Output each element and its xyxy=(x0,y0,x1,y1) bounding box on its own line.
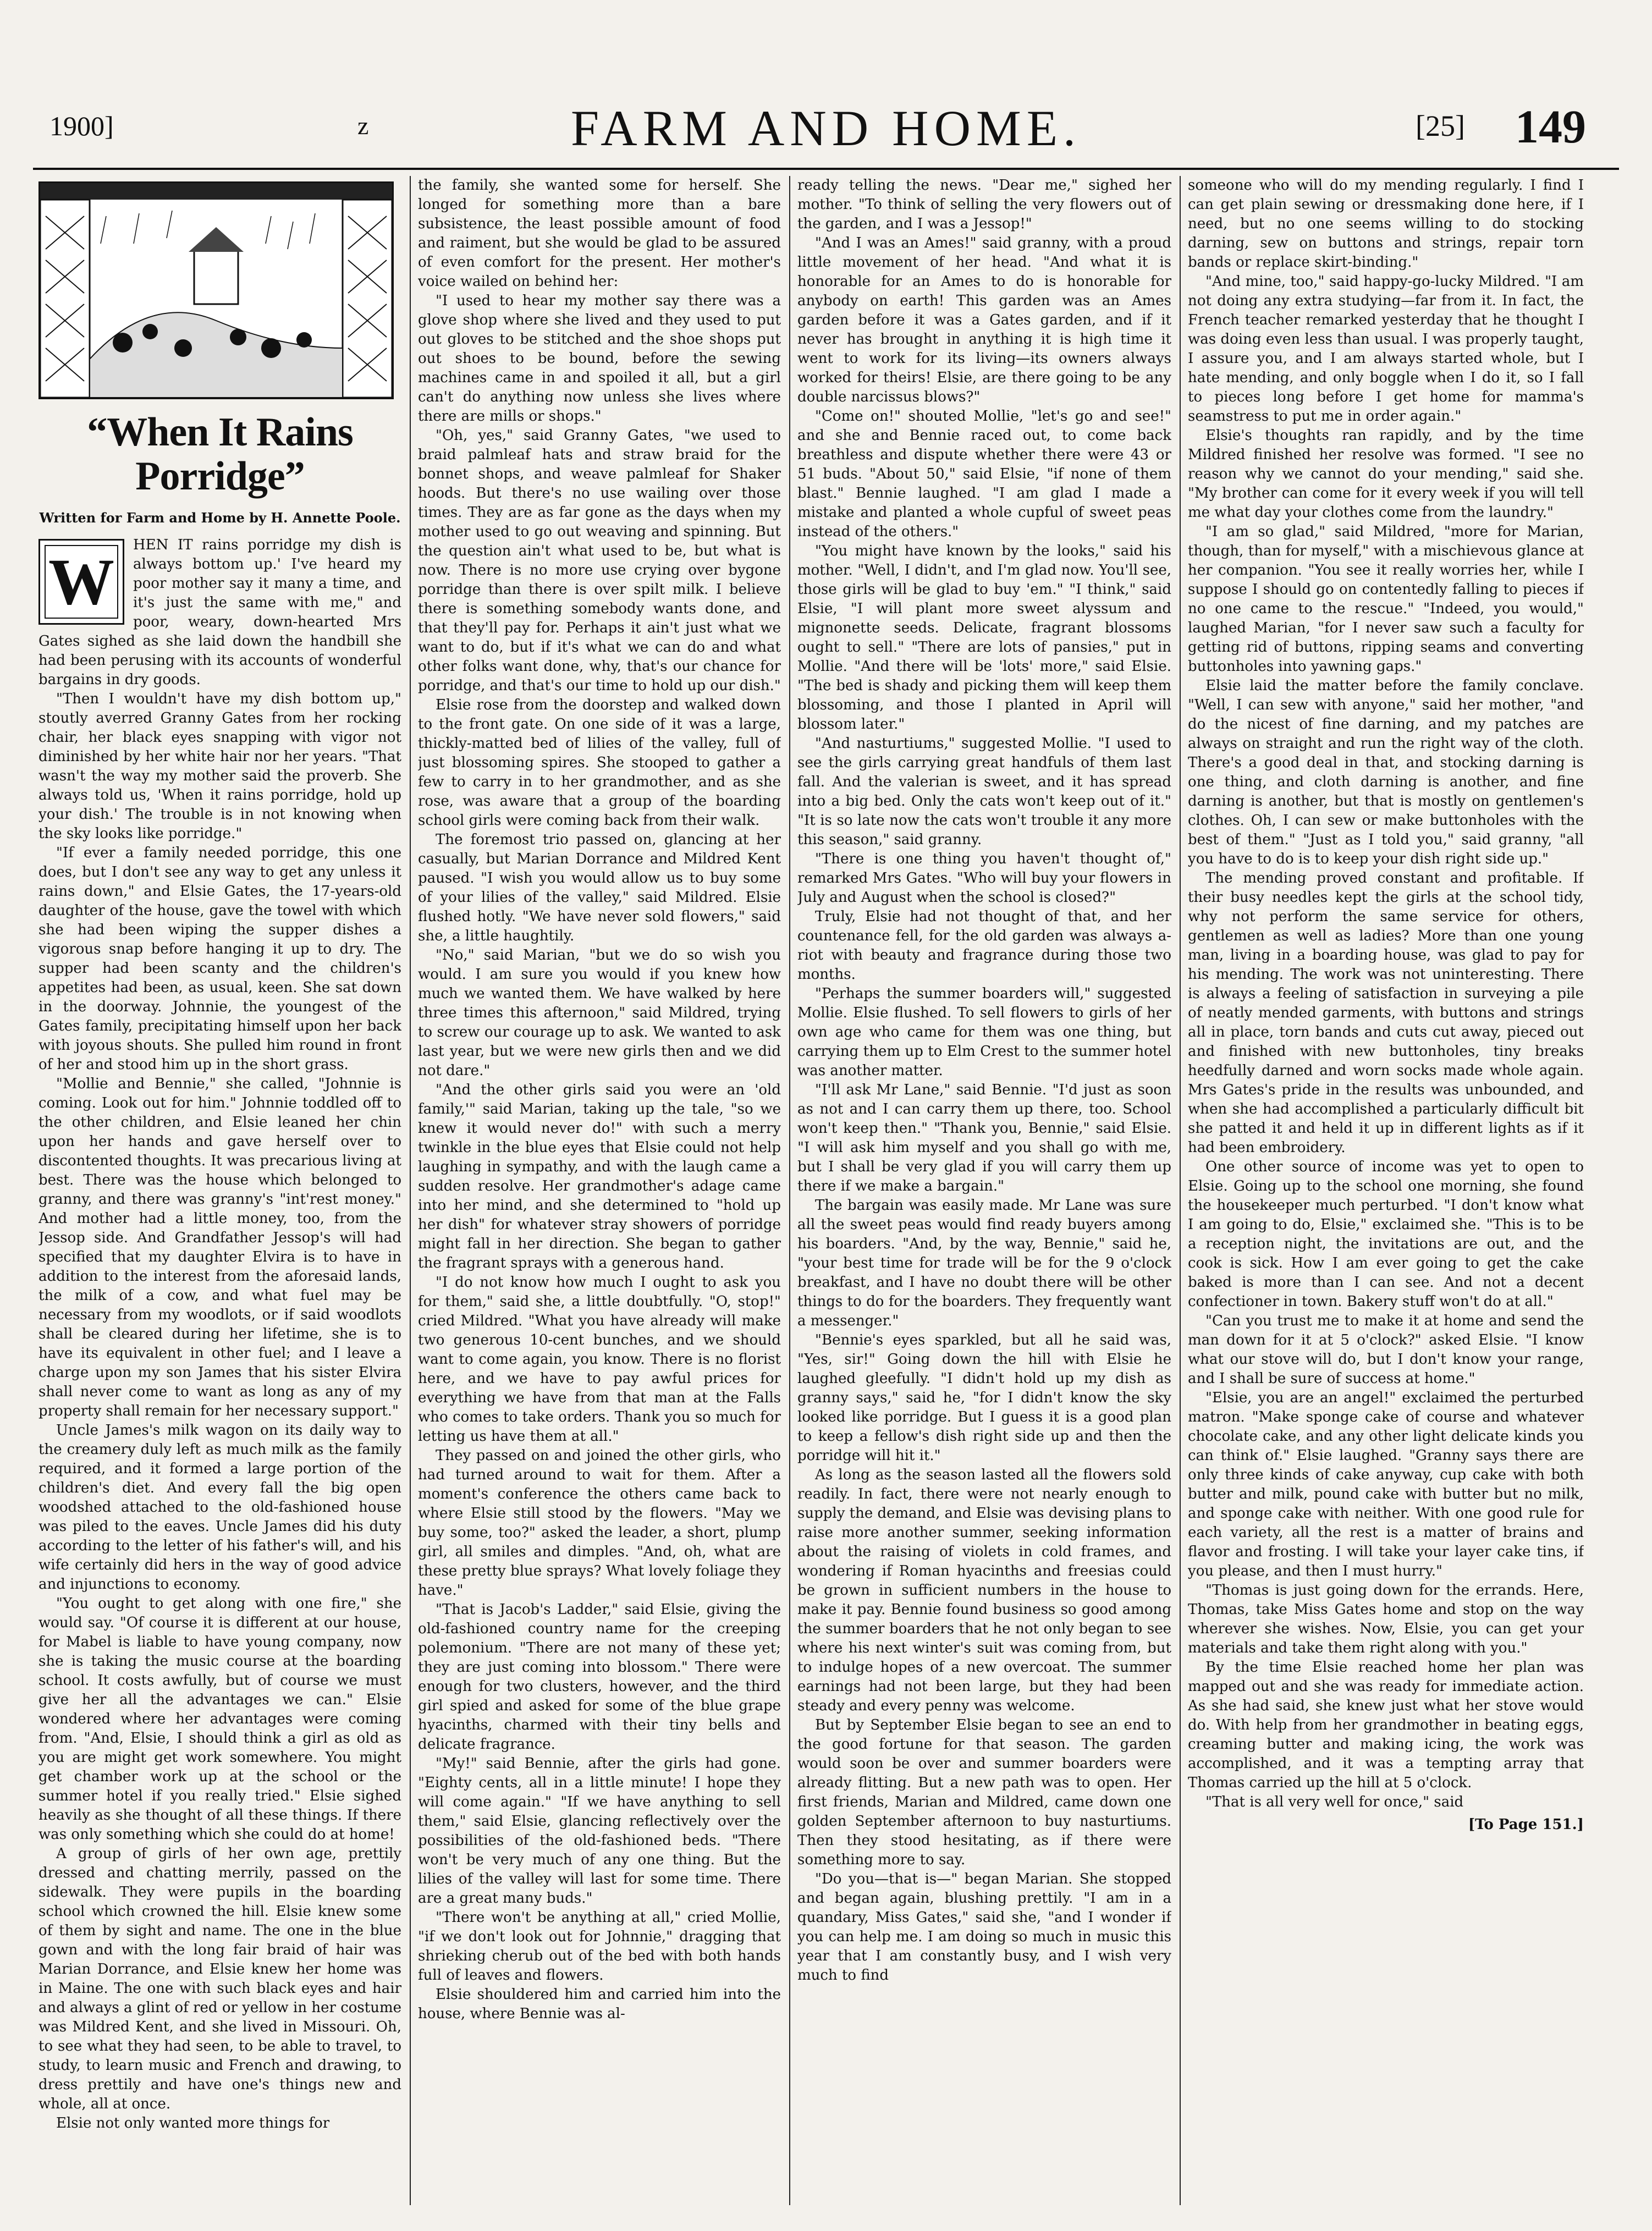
column-rule xyxy=(789,176,790,2205)
paragraph: Elsie shouldered him and carried him into the house, where Bennie was al- xyxy=(418,1986,781,2022)
column-rule xyxy=(410,176,411,2205)
paragraph: "No," said Marian, "but we do so wish you would. I am sure you would if you knew how much we wanted them. We have walked by here three times this afternoon," said Mildred, trying to screw our courage up to ask. We wanted to ask last year, but we were new girls then and we did not dare." xyxy=(418,947,781,1079)
drop-cap-frame xyxy=(45,545,118,619)
paragraph: One other source of income was yet to open to Elsie. Going up to the school one morning, she found the housekeeper much perturbed. "I don't know what I am going to do, Elsie," exclaimed she. "This is to be a reception night, the invitations are out, and the cook is sick. How I am ever going to get the cake baked is more than I can see. And not a decent confectioner in town. Bakery stuff won't do at all." xyxy=(1188,1159,1584,1310)
paragraph: "I do not know how much I ought to ask you for them," said she, a little doubtfully. "O, stop!" cried Mildred. "What you have already will make two generous 10-cent bunches, and we should want to come again, you know. There is no florist here, and we have to pay awful prices for everything we have from that man at the Falls who comes to take orders. Thank you so much for letting us have them at all." xyxy=(418,1274,781,1445)
paragraph: "Mollie and Bennie," she called, "Johnnie is coming. Look out for him." Johnnie toddled off to the other children, and Elsie leaned her chin upon her hands and gave herself over to discontented thoughts. It was precarious living at best. There was the house which belonged to granny, and there was granny's "int'rest money." And mother had a little money, too, from the Jessop side. And Grandfather Jessop's will had specified that my daughter Elvira is to have in addition to the interest from the aforesaid lands, the milk of a cow, and what fuel may be necessary from my woodlots, or if said woodlots shall be cleared during her lifetime, she is to have its equivalent in other fuel; and I leave a charge upon my son James that his sister Elvira shall never come to want as long as any of my property shall remain for her necessary support." xyxy=(38,1076,401,1419)
header-rule xyxy=(33,168,1619,170)
paragraph: "That is Jacob's Ladder," said Elsie, giving the old-fashioned country name for the creeping polemonium. "There are not many of these yet; they are just coming into blossom." There were enough for two clusters, however, and the third girl spied and asked for some of the blue grape hyacinths, charmed with their tiny bells and delicate fragrance. xyxy=(418,1601,781,1753)
paragraph: "Perhaps the summer boarders will," suggested Mollie. Elsie flushed. To sell flowers to girls of her own age who came for them was one thing, but carrying them up to Elm Crest to the summer hotel was another matter. xyxy=(797,985,1171,1079)
story-illustration xyxy=(38,181,394,399)
paragraph: "And I was an Ames!" said granny, with a proud little movement of her head. "And what it is honorable for an Ames to do is honorable for anybody on earth! This garden was an Ames garden before it was a Gates garden, and if it never has brought in anything it is high time it went to work for its living—its owners always worked for theirs! Elsie, are there going to be any double narcissus blows?" xyxy=(797,235,1171,405)
paragraph: "Can you trust me to make it at home and send the man down for it at 5 o'clock?" asked Elsie. "I know what our stove will do, but I don't know your range, and I shall be sure of success at home." xyxy=(1188,1313,1584,1387)
paragraph: As long as the season lasted all the flowers sold readily. In fact, there were not nearly enough to supply the demand, and Elsie was devising plans to raise more another summer, seeking information about the raising of violets in cold frames, and wondering if Roman hyacinths and freesias could be grown in sufficient numbers in the house to make it pay. Bennie found business so good among the summer boarders that he not only began to see where his next winter's suit was coming from, but to indulge hopes of a new overcoat. The summer earnings had not been large, but they had been steady and every penny was welcome. xyxy=(797,1467,1171,1714)
paragraph: someone who will do my mending regularly. I find I can get plain sewing or dressmaking done here, if I need, but no one seems willing to do stocking darning, sew on buttons and strings, repair torn bands or replace skirt-binding." xyxy=(1188,177,1584,271)
paragraph: ready telling the news. "Dear me," sighed her mother. "To think of selling the very flowers out of the garden, and I was a Jessop!" xyxy=(797,177,1171,232)
header-year: 1900] xyxy=(49,111,114,141)
paragraph: "Come on!" shouted Mollie, "let's go and see!" and she and Bennie raced out, to come back breathless and dispute whether there were 43 or 51 buds. "About 50," said Elsie, "if none of them blast." Bennie laughed. "I am glad I made a mistake and planted a whole cupful of sweet peas instead of the others." xyxy=(797,408,1171,540)
paragraph: "If ever a family needed porridge, this one does, but I don't see any way to get any unless it rains down," and Elsie Gates, the 17-years-old daughter of the house, gave the towel with which she had been wiping the supper dishes a vigorous snap before hanging it up to dry. The supper had been scanty and the children's appetites had been, as usual, keen. She sat down in the doorway. Johnnie, the youngest of the Gates family, precipitating himself upon her back with joyous shouts. She pulled him round in front of her and stood him up in the short grass. xyxy=(38,845,401,1073)
header-page-number: 149 xyxy=(1515,100,1586,153)
header-section-mark: z xyxy=(357,112,369,140)
paragraph: "And nasturtiums," suggested Mollie. "I used to see the girls carrying great handfuls of them last fall. And the valerian is sweet, and it has spread into a big bed. Only the cats won't keep out of it." "It is so late now the cats won't trouble it any more this season," said granny. xyxy=(797,735,1171,848)
paragraph: "I used to hear my mother say there was a glove shop where she lived and they used to put out gloves to be stitched and the shoe shops put out shoes to be bound, before the sewing machines came in and spoiled it all, but a girl can't do anything now unless she lives where there are mills or shops." xyxy=(418,293,781,425)
paragraph: "You might have known by the looks," said his mother. "Well, I didn't, and I'm glad now. You'll see, those girls will be glad to buy 'em." "I think," said Elsie, "I will plant more sweet alyssum and mignonette seeds. Delicate, fragrant blossoms ought to sell." "There are lots of pansies," put in Mollie. "And there will be 'lots' more," said Elsie. "The bed is shady and picking them will keep them blossoming, and those I planted in April will blossom later." xyxy=(797,543,1171,732)
masthead-title: FARM AND HOME. xyxy=(570,100,1082,156)
column-2 xyxy=(418,176,781,2211)
drop-cap xyxy=(38,539,124,625)
story-byline: Written for Farm and Home by H. Annette Poole. xyxy=(39,510,401,526)
paragraph: "Then I wouldn't have my dish bottom up," stoutly averred Granny Gates from her rocking chair, her black eyes snapping with vigor not diminished by her white hair nor her years. "That wasn't the way my mother said the proverb. She always told us, 'When it rains porridge, hold up your dish.' The trouble is in not knowing when the sky looks like porridge." xyxy=(38,691,401,842)
opening-paragraph: HEN IT rains porridge my dish is always bottom up.' I've heard my poor mother say it many a time, and it's just the same with me," and poor, weary, down-hearted Mrs Gates sighed as she laid down the handbill she had been perusing with its accounts of wonderful bargains in dry goods. xyxy=(38,537,401,688)
paragraph: "And mine, too," said happy-go-lucky Mildred. "I am not doing any extra studying—far from it. In fact, the French teacher remarked yesterday that he thought I was doing even less than usual. I was properly taught, I assure you, and I am always started whole, but I hate mending, and only boggle when I do it, so I fall to pieces long before I get home for mamma's seamstress to put me in order again." xyxy=(1188,273,1584,425)
paragraph: Elsie's thoughts ran rapidly, and by the time Mildred finished her resolve was formed. "I see no reason why we cannot do your mending," said she. "My brother can come for it every week if you will tell me what day your clothes come from the laundry." xyxy=(1188,427,1584,521)
paragraph: "My!" said Bennie, after the girls had gone. "Eighty cents, all in a little minute! I hope they will come again." "If we have anything to sell them," said Elsie, glancing reflectively over the possibilities of the old-fashioned beds. "There won't be very much of any one thing. But the lilies of the valley will last for some time. There are a great many buds." xyxy=(418,1755,781,1907)
paragraph: Uncle James's milk wagon on its daily way to the creamery duly left as much milk as the family required, and it formed a large portion of the children's diet. And every fall the big open woodshed attached to the old-fashioned house was piled to the eaves. Uncle James did his duty according to the letter of his father's will, and his wife certainly did hers in the way of good advice and injunctions to economy. xyxy=(38,1422,401,1593)
paragraph: "There is one thing you haven't thought of," remarked Mrs Gates. "Who will buy your flowers in July and August when the school is closed?" xyxy=(797,851,1171,906)
paragraph: "Bennie's eyes sparkled, but all he said was, "Yes, sir!" Going down the hill with Elsie he laughed gleefully. "I didn't hold up my dish as granny says," said he, "for I didn't know the sky looked like porridge. But I guess it is a good plan to keep a fellow's dish right side up and then the porridge will hit it." xyxy=(797,1332,1171,1464)
paragraph: "I am so glad," said Mildred, "more for Marian, though, than for myself," with a mischievous glance at her companion. "You see it really worries her, while I suppose I should go on contentedly falling to pieces if no one came to the rescue." "Indeed, you would," laughed Marian, "for I never saw such a faculty for getting rid of buttons, ripping seams and converting buttonholes into yawning gaps." xyxy=(1188,524,1584,675)
continued-notice: [To Page 151.] xyxy=(1468,1816,1584,1833)
paragraph: The bargain was easily made. Mr Lane was sure all the sweet peas would find ready buyers among his boarders. "And, by the way, Bennie," said he, "your best time for trade will be for the 9 o'clock breakfast, and I have no doubt there will be other things to do for the boarders. They frequently want a messenger." xyxy=(797,1197,1171,1329)
paragraph: "That is all very well for once," said xyxy=(1205,1794,1464,1810)
paragraph: "Thomas is just going down for the errands. Here, Thomas, take Miss Gates home and stop on the way wherever she wishes. Now, Elsie, you can get your materials and take them right along with you." xyxy=(1188,1582,1584,1656)
paragraph: The foremost trio passed on, glancing at her casually, but Marian Dorrance and Mildred Kent paused. "I wish you would allow us to buy some of your lilies of the valley," said Mildred. Elsie flushed hotly. "We have never sold flowers," said she, a little haughtily. xyxy=(418,831,781,944)
paragraph: "Elsie, you are an angel!" exclaimed the perturbed matron. "Make sponge cake of course and whatever chocolate cake, and any other light delicate kinds you can think of." Elsie laughed. "Granny says there are only three kinds of cake anyway, cup cake with both butter and milk, pound cake with butter but no milk, and sponge cake with neither. With one good rule for each variety, all the rest is a matter of brains and flavor and frosting. I will take your layer cake tins, if you please, and then I must hurry." xyxy=(1188,1390,1584,1579)
paragraph: Elsie laid the matter before the family conclave. "Well, I can sew with anyone," said her mother, "and do the nicest of fine darning, and my patches are always on straight and run the right way of the cloth. There's a good deal in that, and stocking darning is one thing, and cloth darning is another, and fine darning is another, but that is mostly on gentlemen's clothes. Oh, I can sew or make buttonholes with the best of them." "Just as I told you," said granny, "all you have to do is to keep your dish right side up." xyxy=(1188,677,1584,867)
paragraph: Elsie rose from the doorstep and walked down to the front gate. On one side of it was a large, thickly-matted bed of lilies of the valley, full of just blossoming spires. She stooped to gather a few to carry in to her grandmother, and as she rose, was aware that a group of the boarding school girls were coming back from their walk. xyxy=(418,697,781,829)
column-3 xyxy=(797,176,1171,2211)
paragraph: "There won't be anything at all," cried Mollie, "if we don't look out for Johnnie," dragging that shrieking cherub out of the bed with both hands full of leaves and flowers. xyxy=(418,1909,781,1984)
page-header xyxy=(33,99,1619,165)
story-opening xyxy=(38,536,401,690)
paragraph: "And the other girls said you were an 'old family,'" said Marian, taking up the tale, "so we knew it would never do!" with such a merry twinkle in the blue eyes that Elsie could not help laughing in sympathy, and with the laugh came a sudden resolve. Her grandmother's adage came into her mind, and she determined to "hold up her dish" for whatever stray showers of porridge might fall in her direction. She began to gather the fragrant sprays with a generous hand. xyxy=(418,1082,781,1271)
paragraph: "Do you—that is—" began Marian. She stopped and began again, blushing prettily. "I am in a quandary, Miss Gates," said she, "and I wonder if you can help me. I am doing so much in music this year that I am constantly busy, and I wish very much to find xyxy=(797,1871,1171,1984)
column-4 xyxy=(1188,176,1584,2211)
column-rule xyxy=(1180,176,1181,2205)
garden-illustration-icon xyxy=(40,183,392,398)
story-title: “When It Rains Porridge” xyxy=(87,410,353,499)
drop-cap-letter: W xyxy=(48,545,114,618)
paragraph: Truly, Elsie had not thought of that, and her countenance fell, for the old garden was always a-riot with beauty and fragrance during those two months. xyxy=(797,908,1171,983)
paragraph: "You ought to get along with one fire," she would say. "Of course it is different at our house, for Mabel is liable to have young company, now she is taking the music course at the boarding school. It costs awfully, but of course we must give her all the advantages we can." Elsie wondered where her advantages were coming from. "And, Elsie, I should think a girl as old as you are might get work somewhere. You might get chamber work up at the school or the summer hotel if you really tried." Elsie sighed heavily as she thought of all these things. If there was only something which she could do at home! xyxy=(38,1595,401,1843)
paragraph: "Oh, yes," said Granny Gates, "we used to braid palmleaf hats and straw braid for the bonnet shops, and weave palmleaf for Shaker hoods. But there's no use wailing over those times. They are as far gone as the days when my mother used to go out weaving and spinning. But the question ain't what used to be, but what is now. There is no more use crying over bygone porridge than there is over spilt milk. I believe there is something somebody wants done, and that they'll pay for. Perhaps it ain't just what we want to do, but if it's what we can do and what other folks want done, why, that's our chance for porridge, and that's our time to hold up our dish." xyxy=(418,427,781,694)
paragraph: Elsie not only wanted more things for xyxy=(56,2115,330,2131)
paragraph: They passed on and joined the other girls, who had turned around to wait for them. After a moment's conference the others came back to where Elsie still stood by the flowers. "May we buy some, too?" asked the leader, a short, plump girl, all smiles and dimples. "And, oh, what are these pretty blue sprays? What lovely foliage they have." xyxy=(418,1447,781,1599)
paragraph: But by September Elsie began to see an end to the good fortune for that season. The garden would soon be over and summer boarders were already flitting. But a new path was to open. Her first friends, Marian and Mildred, came down one golden September afternoon to buy nasturtiums. Then they stood hesitating, as if there were something more to say. xyxy=(797,1717,1171,1868)
paragraph: "I'll ask Mr Lane," said Bennie. "I'd just as soon as not and I can carry them up there, too. School won't keep then." "Thank you, Bennie," said Elsie. "I will ask him myself and you shall go with me, but I shall be very glad if you will carry them up there if we make a bargain." xyxy=(797,1082,1171,1194)
paragraph: the family, she wanted some for herself. She longed for something more than a bare subsistence, the least possible amount of food and raiment, but she would be glad to be assured of even comfort for the present. Her mother's voice wailed on behind her: xyxy=(418,177,781,290)
column-1-paragraphs xyxy=(38,690,401,2133)
paragraph: A group of girls of her own age, prettily dressed and chatting merrily, passed on the sidewalk. They were pupils in the boarding school which crowned the hill. Elsie knew some of them by sight and name. The one in the blue gown and with the long fair braid of hair was Marian Dorrance, and Elsie knew her home was in Maine. The one with such black eyes and hair and always a glint of red or yellow in her costume was Mildred Kent, and she lived in Missouri. Oh, to see what they had seen, to be able to travel, to study, to learn music and French and drawing, to dress prettily and have one's things new and whole, all at once. xyxy=(38,1846,401,2112)
paragraph: By the time Elsie reached home her plan was mapped out and she was ready for immediate action. As she had said, she knew just what her stove would do. With help from her grandmother in beating eggs, creaming butter and making icing, the work was accomplished, and it was a tempting array that Thomas carried up the hill at 5 o'clock. xyxy=(1188,1659,1584,1791)
paragraph: The mending proved constant and profitable. If their busy needles kept the girls at the school tidy, why not perform the same service for others, gentlemen as well as ladies? More than one young man, living in a boarding house, was glad to pay for his mending. The work was not uninteresting. There is always a feeling of satisfaction in surveying a pile of neatly mended garments, with buttons and strings all in place, torn bands and cuts cut away, pieced out and finished with new buttonholes, tiny breaks heedfully darned and worn socks made whole again. Mrs Gates's pride in the results was unbounded, and when she had accomplished a particularly difficult bit she patted it and held it up in different lights as if it had been embroidery. xyxy=(1188,870,1584,1156)
header-issue-number: [25] xyxy=(1416,109,1465,142)
column-1 xyxy=(38,176,401,2211)
